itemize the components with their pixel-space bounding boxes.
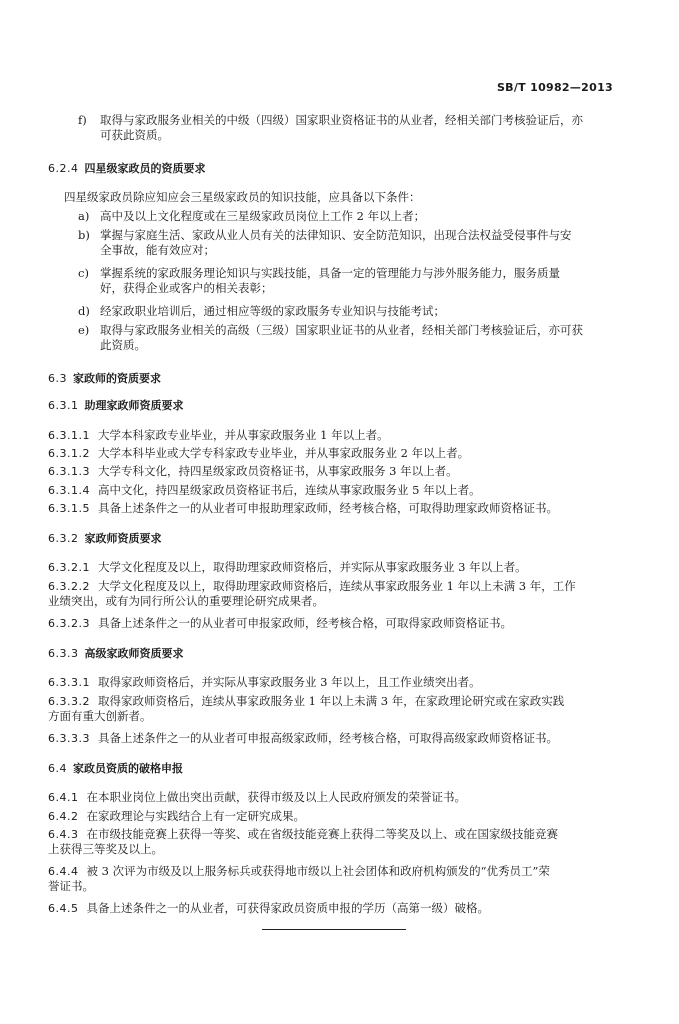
clause-text: 取得家政师资格后，并实际从事家政服务业 3 年以上，且工作业绩突出者。 <box>97 675 481 689</box>
list-label: a) <box>78 209 90 223</box>
clause-text: 大学本科毕业或大学专科家政专业毕业，并从事家政服务业 2 年以上者。 <box>97 446 470 460</box>
clause-text: 高中文化，持四星级家政员资格证书后，连续从事家政服务业 5 年以上者。 <box>97 483 481 497</box>
clause-6-3-2-1 <box>48 560 633 575</box>
clause-text: 在市级技能竞赛上获得一等奖、或在省级技能竞赛上获得二等奖及以上、或在国家级技能竞赛 <box>86 827 558 841</box>
clause-6-3-3-3 <box>48 731 633 746</box>
clause-6-4-1 <box>48 790 633 805</box>
clause-number: 6.4.4 <box>48 865 79 878</box>
clause-text: 在本职业岗位上做出突出贡献，获得市级及以上人民政府颁发的荣誉证书。 <box>86 790 466 804</box>
section-title: 家政师资质要求 <box>84 532 162 545</box>
list-item-f <box>78 113 633 143</box>
clause-number: 6.3.2.2 <box>48 580 90 593</box>
section-title: 高级家政师资质要求 <box>84 647 184 660</box>
clause-6-3-1-3 <box>48 464 633 479</box>
list-label: d) <box>78 304 90 318</box>
list-text-line: 此资质。 <box>100 338 146 352</box>
list-label: f) <box>78 113 87 127</box>
clause-number: 6.3.1.1 <box>48 429 90 442</box>
clause-number: 6.3.2.3 <box>48 617 90 630</box>
clause-6-3-2-2 <box>48 579 633 609</box>
section-heading-6-4 <box>48 761 183 776</box>
clause-number: 6.4.5 <box>48 902 79 915</box>
clause-6-4-3 <box>48 827 633 857</box>
section-title: 四星级家政员的资质要求 <box>84 162 206 175</box>
list-text-line: 取得与家政服务业相关的中级（四级）国家职业资格证书的从业者，经相关部门考核验证后，亦 <box>100 113 583 127</box>
clause-text: 大学文化程度及以上，取得助理家政师资格后，并实际从事家政服务业 3 年以上者。 <box>97 560 527 574</box>
section-heading-6-2-4 <box>48 161 206 176</box>
list-text-line: 全事故，能有效应对； <box>100 243 215 257</box>
section-number: 6.3.1 <box>48 399 79 412</box>
clause-text: 具备上述条件之一的从业者可申报高级家政师，经考核合格，可取得高级家政师资格证书。 <box>97 731 558 745</box>
clause-text: 被 3 次评为市级及以上服务标兵或获得地市级以上社会团体和政府机构颁发的“优秀员工”荣 <box>86 864 550 878</box>
clause-number: 6.4.3 <box>48 828 79 841</box>
clause-number: 6.3.2.1 <box>48 561 90 574</box>
clause-text: 在家政理论与实践结合上有一定研究成果。 <box>86 809 305 823</box>
clause-number: 6.3.3.2 <box>48 695 90 708</box>
section-number: 6.4 <box>48 762 67 775</box>
section-heading-6-3-3 <box>48 646 184 661</box>
list-text-line: 好，获得企业或客户的相关表彰； <box>100 281 273 295</box>
clause-6-3-1-5 <box>48 501 633 516</box>
section-heading-6-3-1 <box>48 398 184 413</box>
clause-text-continuation: 誉证书。 <box>48 879 94 893</box>
clause-number: 6.3.3.1 <box>48 676 90 689</box>
clause-number: 6.4.2 <box>48 810 79 823</box>
section-number: 6.3.3 <box>48 647 79 660</box>
clause-text: 大学专科文化，持四星级家政员资格证书，从事家政服务 3 年以上者。 <box>97 464 458 478</box>
clause-text-continuation: 方面有重大创新者。 <box>48 709 152 723</box>
list-label: e) <box>78 323 90 337</box>
section-intro: 四星级家政员除应知应会三星级家政员的知识技能，应具备以下条件： <box>64 190 421 204</box>
clause-number: 6.3.1.4 <box>48 484 90 497</box>
clause-number: 6.3.1.2 <box>48 447 90 460</box>
clause-text: 大学文化程度及以上，取得助理家政师资格后，连续从事家政服务业 1 年以上未满 3 年，工作 <box>97 579 576 593</box>
section-heading-6-3-2 <box>48 531 162 546</box>
section-title: 家政员资质的破格申报 <box>73 762 183 775</box>
clause-6-3-1-4 <box>48 483 633 498</box>
list-text-line: 取得与家政服务业相关的高级（三级）国家职业证书的从业者，经相关部门考核验证后，亦可获 <box>100 323 583 337</box>
list-text-line: 经家政职业培训后，通过相应等级的家政服务专业知识与技能考试； <box>100 304 445 318</box>
clause-6-3-1-1 <box>48 428 633 443</box>
clause-text: 大学本科家政专业毕业，并从事家政服务业 1 年以上者。 <box>97 428 389 442</box>
list-text <box>100 113 633 143</box>
clause-6-3-2-3 <box>48 616 633 631</box>
clause-6-3-3-1 <box>48 675 633 690</box>
clause-6-3-3-2 <box>48 694 633 724</box>
list-text <box>100 323 633 353</box>
clause-number: 6.3.1.3 <box>48 465 90 478</box>
clause-number: 6.3.1.5 <box>48 502 90 515</box>
end-of-document-rule <box>262 929 406 930</box>
list-text-line: 可获此资质。 <box>100 128 169 142</box>
list-item-e <box>78 323 633 353</box>
list-item-b <box>78 228 633 258</box>
list-text-line: 高中及以上文化程度或在三星级家政员岗位上工作 2 年以上者； <box>100 209 426 223</box>
clause-text-continuation: 上获得三等奖及以上。 <box>48 842 163 856</box>
list-label: b) <box>78 228 90 242</box>
standard-code-header: SB/T 10982—2013 <box>496 81 613 94</box>
list-item-c <box>78 266 633 296</box>
clause-number: 6.4.1 <box>48 791 79 804</box>
clause-6-3-1-2 <box>48 446 633 461</box>
list-text-line: 掌握与家庭生活、家政从业人员有关的法律知识、安全防范知识，出现合法权益受侵事件与安 <box>100 228 572 242</box>
clause-6-4-4 <box>48 864 633 894</box>
list-text <box>100 209 633 224</box>
clause-6-4-2 <box>48 809 633 824</box>
list-text-line: 掌握系统的家政服务理论知识与实践技能，具备一定的管理能力与涉外服务能力，服务质量 <box>100 266 560 280</box>
list-text <box>100 228 633 258</box>
list-item-a <box>78 209 633 224</box>
clause-text: 具备上述条件之一的从业者可申报助理家政师，经考核合格，可取得助理家政师资格证书。 <box>97 501 558 515</box>
clause-text: 具备上述条件之一的从业者，可获得家政员资质申报的学历（高第一级）破格。 <box>86 901 489 915</box>
section-title: 家政师的资质要求 <box>73 372 161 385</box>
clause-number: 6.3.3.3 <box>48 732 90 745</box>
section-heading-6-3 <box>48 371 161 386</box>
list-text <box>100 266 633 296</box>
section-title: 助理家政师资质要求 <box>84 399 184 412</box>
section-number: 6.3.2 <box>48 532 79 545</box>
clause-text: 具备上述条件之一的从业者可申报家政师，经考核合格，可取得家政师资格证书。 <box>97 616 512 630</box>
section-number: 6.2.4 <box>48 162 79 175</box>
list-item-d <box>78 304 633 319</box>
clause-text-continuation: 业绩突出，或有为同行所公认的重要理论研究成果者。 <box>48 594 324 608</box>
clause-text: 取得家政师资格后，连续从事家政服务业 1 年以上未满 3 年，在家政理论研究或在家政实践 <box>97 694 565 708</box>
list-label: c) <box>78 266 89 280</box>
section-number: 6.3 <box>48 372 67 385</box>
list-text <box>100 304 633 319</box>
clause-6-4-5 <box>48 901 633 916</box>
